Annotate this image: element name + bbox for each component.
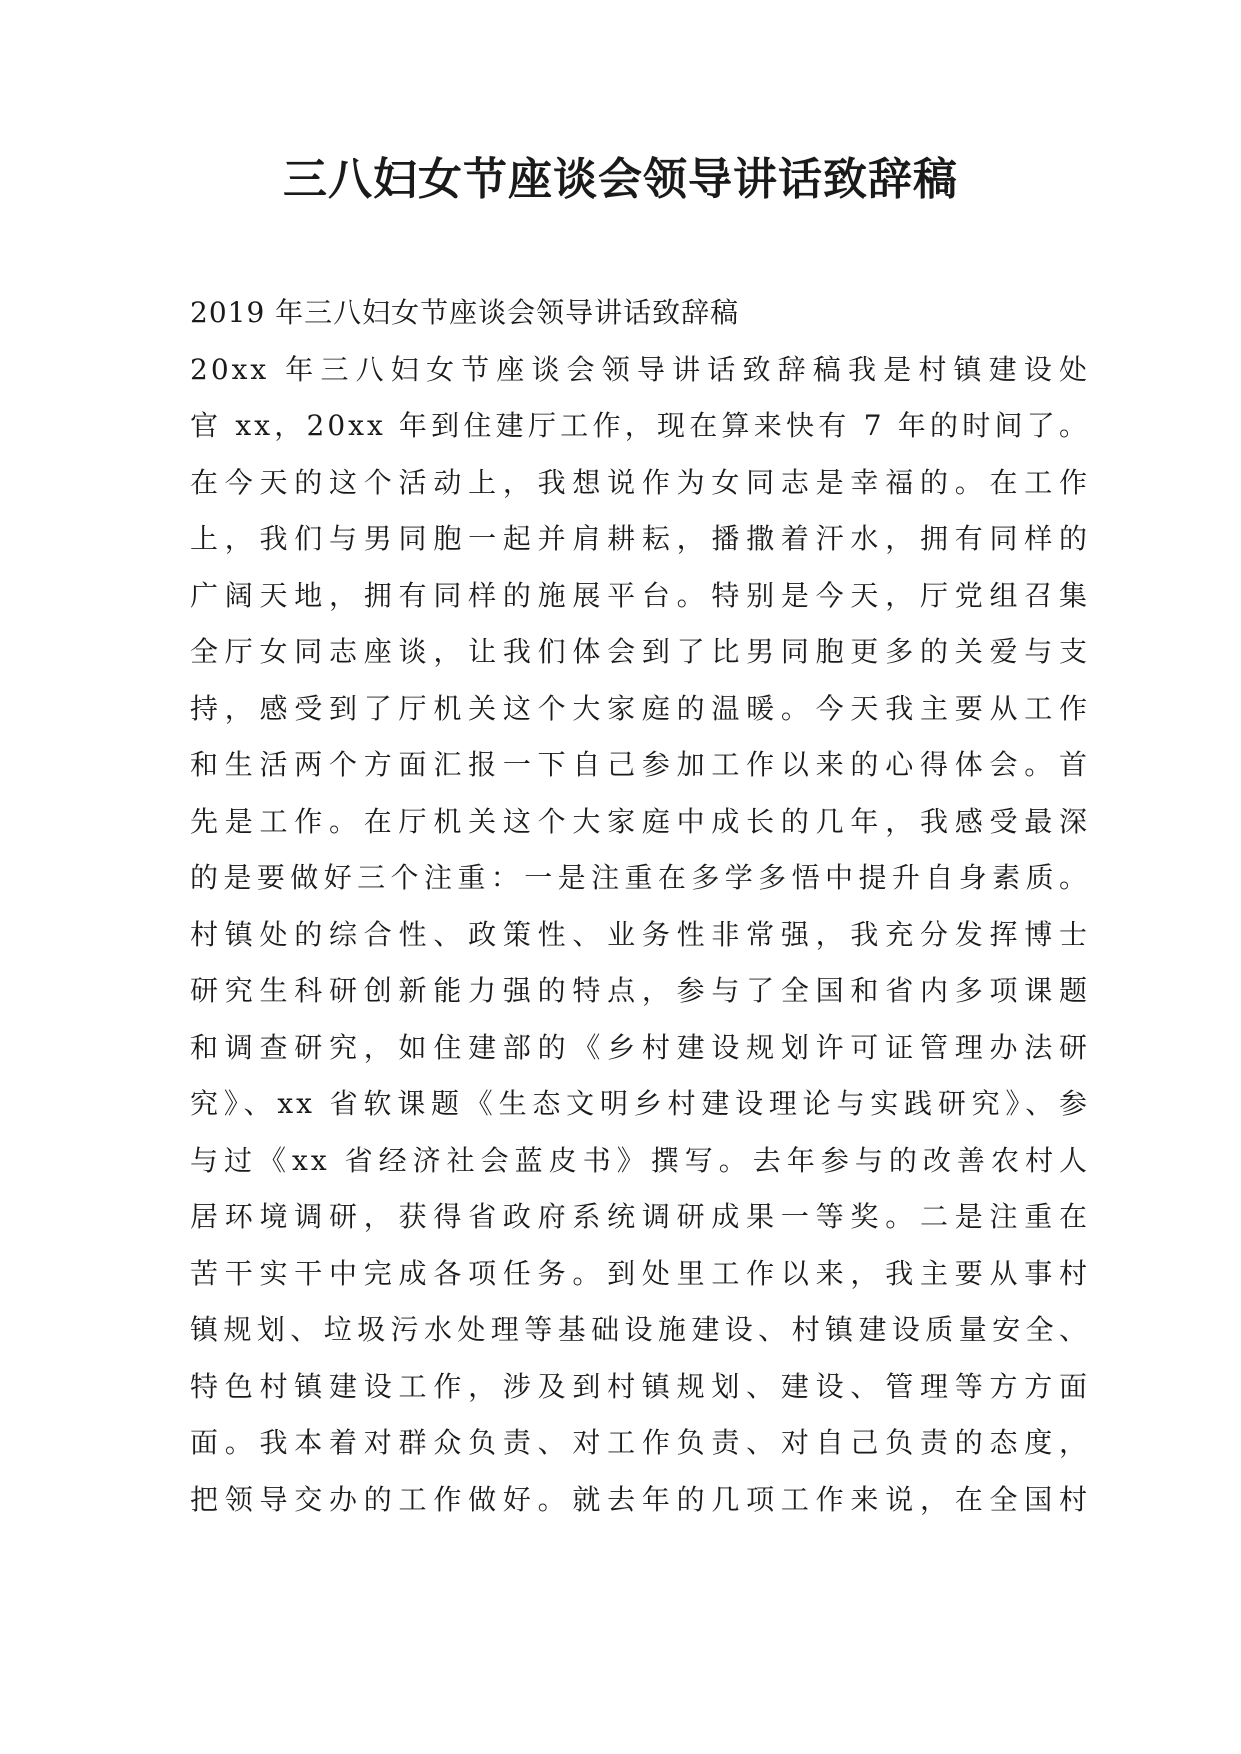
text-line: 全厅女同志座谈，让我们体会到了比男同胞更多的关爱与支 [190, 635, 1090, 668]
text-line: 面。我本着对群众负责、对工作负责、对自己负责的态度， [190, 1426, 1090, 1459]
text-line: 广阔天地，拥有同样的施展平台。特别是今天，厅党组召集 [190, 578, 1090, 612]
text-line: 2019 年三八妇女节座谈会领导讲话致辞稿 [190, 296, 740, 329]
text-line: 镇规划、垃圾污水处理等基础设施建设、村镇建设质量安全、 [190, 1313, 1090, 1346]
document-title: 三八妇女节座谈会领导讲话致辞稿 [283, 154, 958, 205]
text-line: 官 xx，20xx 年到住建厅工作，现在算来快有 7 年的时间了。 [190, 409, 1090, 442]
text-line: 居环境调研，获得省政府系统调研成果一等奖。二是注重在 [190, 1200, 1090, 1233]
text-line: 和生活两个方面汇报一下自己参加工作以来的心得体会。首 [190, 748, 1090, 781]
text-line: 的是要做好三个注重：一是注重在多学多悟中提升自身素质。 [190, 861, 1090, 894]
text-line: 在今天的这个活动上，我想说作为女同志是幸福的。在工作 [190, 465, 1090, 499]
text-line: 把领导交办的工作做好。就去年的几项工作来说，在全国村 [190, 1482, 1090, 1516]
text-line: 苦干实干中完成各项任务。到处里工作以来，我主要从事村 [190, 1256, 1090, 1290]
text-line: 持，感受到了厅机关这个大家庭的温暖。今天我主要从工作 [190, 691, 1090, 725]
text-line: 究》、xx 省软课题《生态文明乡村建设理论与实践研究》、参 [190, 1087, 1090, 1120]
text-line: 和调查研究，如住建部的《乡村建设规划许可证管理办法研 [190, 1030, 1090, 1064]
text-line: 20xx 年三八妇女节座谈会领导讲话致辞稿我是村镇建设处 [190, 352, 1090, 386]
text-line: 村镇处的综合性、政策性、业务性非常强，我充分发挥博士 [190, 917, 1090, 951]
text-line: 与过《xx 省经济社会蓝皮书》撰写。去年参与的改善农村人 [190, 1143, 1090, 1177]
text-line: 先是工作。在厅机关这个大家庭中成长的几年，我感受最深 [190, 804, 1090, 838]
text-line: 特色村镇建设工作，涉及到村镇规划、建设、管理等方方面 [190, 1369, 1090, 1403]
text-line: 上，我们与男同胞一起并肩耕耘，播撒着汗水，拥有同样的 [190, 522, 1090, 555]
text-line: 研究生科研创新能力强的特点，参与了全国和省内多项课题 [190, 974, 1090, 1007]
document-body [190, 285, 1090, 1528]
